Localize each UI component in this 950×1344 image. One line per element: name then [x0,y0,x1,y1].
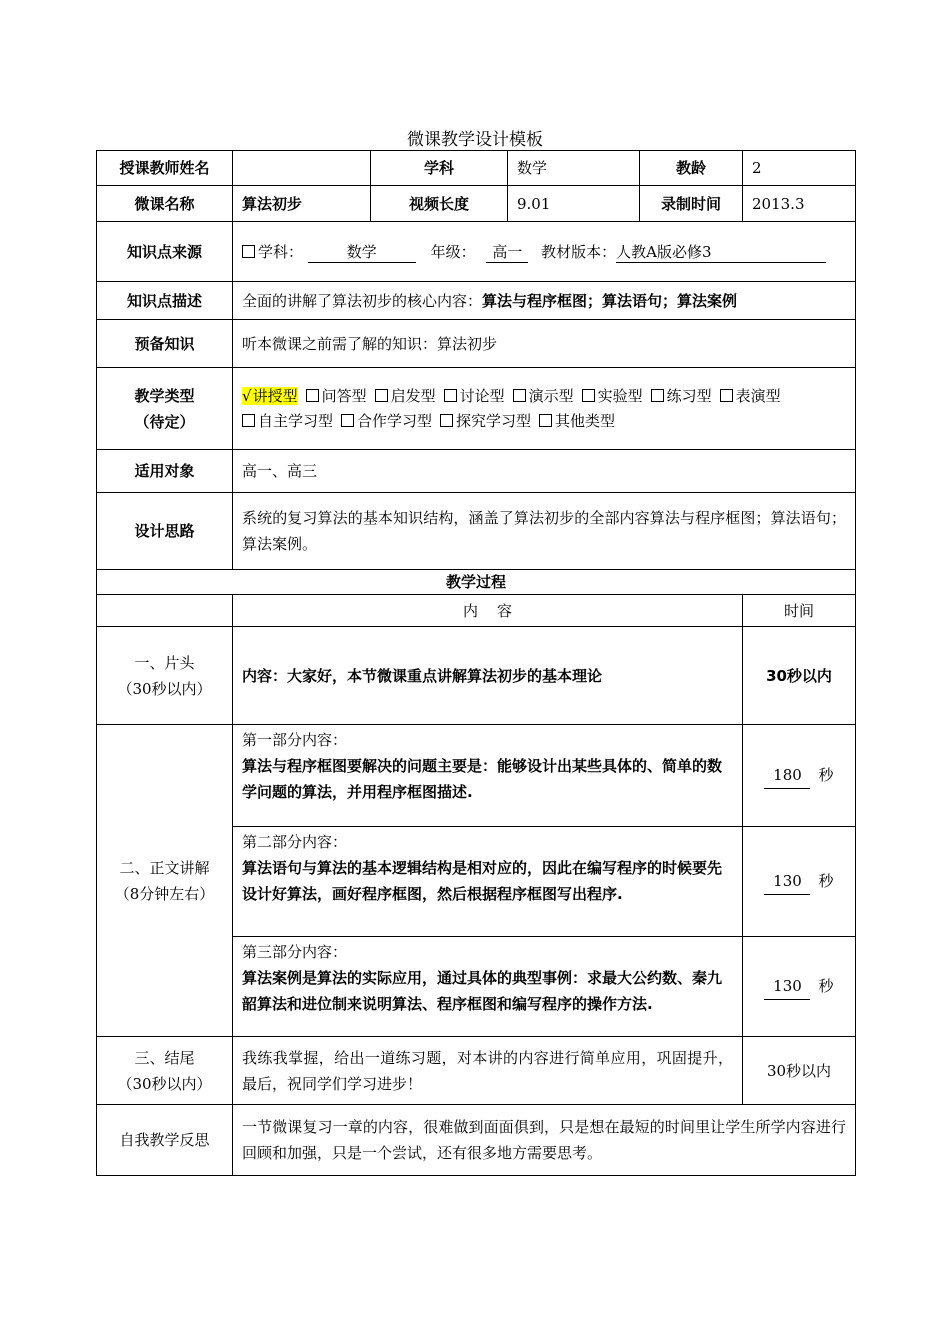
teaching-type-option-label: 实验型 [597,386,643,405]
teacher-name-value [233,151,371,186]
body-label [97,725,233,1037]
body-part-2 [233,827,743,937]
process-header: 教学过程 [97,570,856,595]
part-3-seconds: 130 [764,973,810,1000]
teaching-type-label-line1: 教学类型 [134,386,195,405]
checkbox-icon[interactable] [306,389,319,402]
time-column-header: 时间 [743,595,856,627]
teaching-type-label [97,368,233,450]
teaching-type-option[interactable] [341,412,432,430]
teaching-type-option-label: 演示型 [528,386,574,405]
subject-checkbox[interactable] [242,245,255,258]
teaching-type-option[interactable] [720,387,781,405]
teaching-type-option-label: 讨论型 [459,386,505,405]
audience-label: 适用对象 [97,450,233,493]
grade-prefix: 年级： [430,242,476,261]
teaching-type-option[interactable] [539,412,615,430]
teaching-type-row-2 [242,409,846,434]
teaching-type-option[interactable] [444,387,505,405]
design-label: 设计思路 [97,493,233,570]
description-label: 知识点描述 [97,282,233,320]
source-label: 知识点来源 [97,222,233,282]
textbook-prefix: 教材版本： [541,242,617,261]
form-table [96,150,856,1176]
teaching-type-option[interactable] [375,387,436,405]
teaching-type-label-line2: （待定） [134,412,195,431]
body-label-line1: 二、正文讲解 [119,858,210,877]
body-part-1 [233,725,743,827]
ending-content: 我练我掌握，给出一道练习题，对本讲的内容进行简单应用，巩固提升，最后，祝同学们学习进步！ [233,1037,743,1105]
checkbox-icon[interactable] [539,414,552,427]
teaching-type-option-label: 练习型 [666,386,712,405]
checkbox-icon[interactable] [444,389,457,402]
part-1-text: 算法与程序框图要解决的问题主要是：能够设计出某些具体的、简单的数学问题的算法，并用程序框图描述. [242,757,723,801]
opening-label-line2: （30秒以内） [117,679,212,698]
opening-time: 30秒以内 [743,627,856,725]
teaching-type-option[interactable] [242,387,298,405]
part-1-unit: 秒 [818,766,834,784]
course-name-label: 微课名称 [97,186,233,222]
checkbox-icon[interactable] [242,414,255,427]
content-column-header: 内 容 [233,595,743,627]
description-content [233,282,856,320]
teaching-type-option-label: 探究学习型 [456,411,532,430]
description-bold: 算法与程序框图；算法语句；算法案例 [482,291,738,310]
process-empty-header [97,595,233,627]
subject-label: 学科 [371,151,508,186]
opening-content: 内容：大家好，本节微课重点讲解算法初步的基本理论 [233,627,743,725]
ending-label [97,1037,233,1105]
part-1-seconds: 180 [764,762,810,789]
checkbox-icon[interactable] [513,389,526,402]
teaching-type-option-label: 问答型 [321,386,367,405]
checkbox-icon[interactable] [651,389,664,402]
source-content [233,222,856,282]
part-1-heading: 第一部分内容： [242,731,348,749]
ending-label-line2: （30秒以内） [117,1074,212,1093]
opening-label [97,627,233,725]
part-3-time [743,937,856,1037]
part-3-text: 算法案例是算法的实际应用，通过具体的典型事例：求最大公约数、秦九韶算法和进位制来说明算法、程序框图和编写程序的操作方法. [242,969,723,1013]
teaching-type-option-label: 自主学习型 [258,411,334,430]
teaching-type-option-label: 其他类型 [555,411,616,430]
teaching-type-option[interactable] [306,387,367,405]
source-textbook: 人教A版必修3 [616,242,826,263]
teaching-type-option[interactable] [513,387,574,405]
part-2-unit: 秒 [818,872,834,890]
ending-time: 30秒以内 [743,1037,856,1105]
subject-prefix: 学科： [258,242,304,261]
checkbox-icon[interactable] [440,414,453,427]
checkbox-icon[interactable] [720,389,733,402]
course-name-value: 算法初步 [233,186,371,222]
video-length-value: 9.01 [508,186,640,222]
teaching-type-options [233,368,856,450]
teaching-type-option[interactable] [440,412,531,430]
part-3-heading: 第三部分内容： [242,943,348,961]
checkbox-icon[interactable] [582,389,595,402]
teaching-age-label: 教龄 [640,151,743,186]
prereq-label: 预备知识 [97,320,233,368]
checkmark-icon: √ [242,386,252,405]
opening-label-line1: 一、片头 [134,653,195,672]
design-text: 系统的复习算法的基本知识结构，涵盖了算法初步的全部内容算法与程序框图；算法语句；算法案例。 [233,493,856,570]
teaching-type-option[interactable] [651,387,712,405]
part-2-text: 算法语句与算法的基本逻辑结构是相对应的，因此在编写程序的时候要先设计好算法，画好程序框图，然后根据程序框图写出程序. [242,859,723,903]
teaching-type-row-1 [242,384,846,409]
audience-text: 高一、高三 [233,450,856,493]
part-2-heading: 第二部分内容： [242,833,348,851]
part-3-unit: 秒 [818,977,834,995]
description-plain: 全面的讲解了算法初步的核心内容： [242,291,483,310]
document-title: 微课教学设计模板 [407,130,543,150]
checkbox-icon[interactable] [375,389,388,402]
teaching-type-option-label: 讲授型 [252,386,298,405]
ending-label-line1: 三、结尾 [134,1048,195,1067]
teaching-type-option[interactable] [242,412,333,430]
subject-value: 数学 [508,151,640,186]
teaching-type-option-label: 合作学习型 [357,411,433,430]
source-grade: 高一 [486,242,528,263]
prereq-text: 听本微课之前需了解的知识：算法初步 [233,320,856,368]
part-2-seconds: 130 [764,868,810,895]
checkbox-icon[interactable] [341,414,354,427]
teaching-type-option-label: 表演型 [735,386,781,405]
body-part-3 [233,937,743,1037]
source-subject: 数学 [308,242,416,263]
video-length-label: 视频长度 [371,186,508,222]
part-2-time [743,827,856,937]
teaching-age-value: 2 [743,151,856,186]
teaching-type-option[interactable] [582,387,643,405]
reflection-label: 自我教学反思 [97,1105,233,1176]
body-label-line2: （8分钟左右） [114,884,215,903]
reflection-content: 一节微课复习一章的内容，很难做到面面俱到，只是想在最短的时间里让学生所学内容进行回顾和加强，只是一个尝试，还有很多地方需要思考。 [233,1105,856,1176]
teaching-type-option-label: 启发型 [390,386,436,405]
record-time-value: 2013.3 [743,186,856,222]
teacher-name-label: 授课教师姓名 [97,151,233,186]
record-time-label: 录制时间 [640,186,743,222]
part-1-time [743,725,856,827]
